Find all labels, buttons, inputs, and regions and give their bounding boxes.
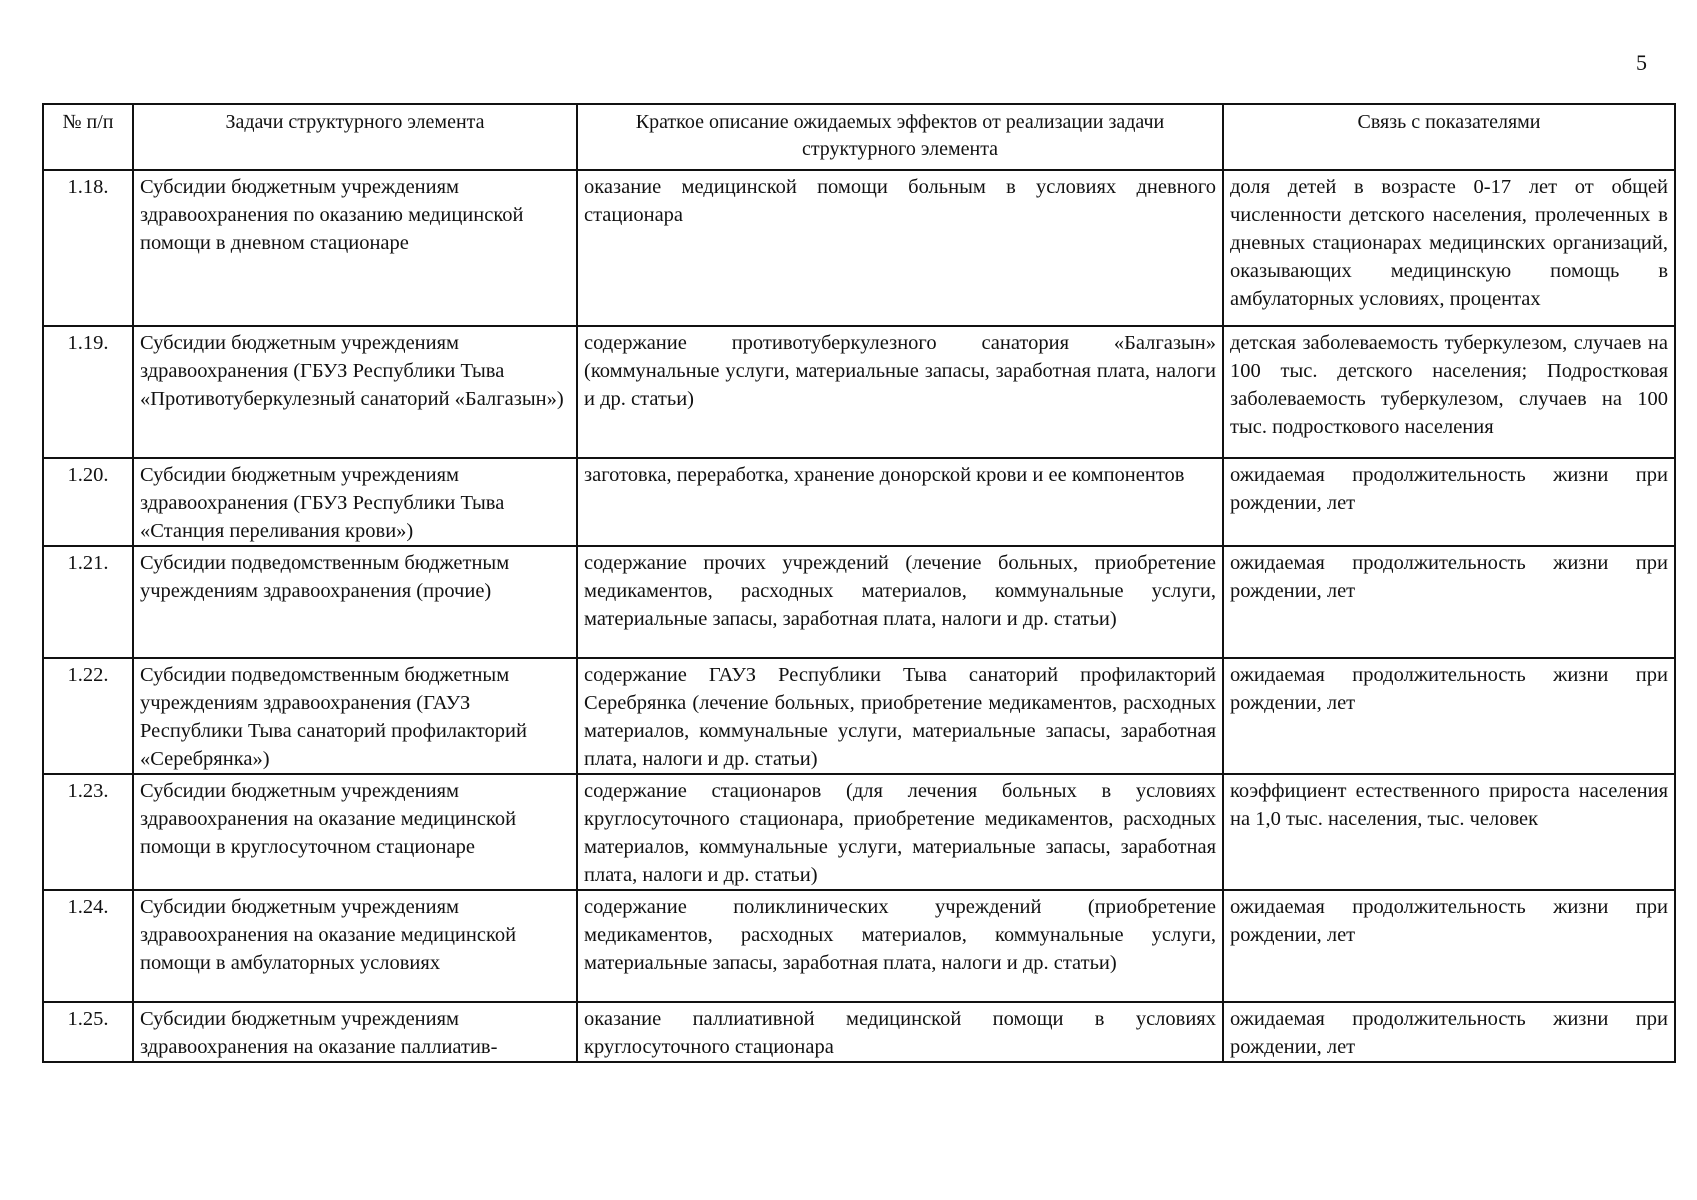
row-task: Субсидии бюджетным учреждениям здравоохранения на оказание медицинской помощи в круглосуточном стационаре: [133, 774, 577, 890]
page-number: 5: [1636, 50, 1647, 75]
header-number: № п/п: [43, 104, 133, 170]
row-link: ожидаемая продолжительность жизни при рождении, лет: [1223, 1002, 1675, 1062]
row-number: 1.24.: [43, 890, 133, 1002]
row-link: ожидаемая продолжительность жизни при рождении, лет: [1223, 890, 1675, 1002]
row-link: ожидаемая продолжительность жизни при рождении, лет: [1223, 458, 1675, 546]
row-task: Субсидии подведомственным бюджетным учреждениям здравоохранения (прочие): [133, 546, 577, 658]
row-task: Субсидии подведомственным бюджетным учреждениям здравоохранения (ГАУЗ Республики Тыва санаторий профилакторий «Серебрянка»): [133, 658, 577, 774]
tasks-table: [42, 103, 1676, 1063]
table-header-row: [43, 104, 1675, 170]
table-row: [43, 890, 1675, 1002]
row-number: 1.25.: [43, 1002, 133, 1062]
row-task: Субсидии бюджетным учреждениям здравоохранения на оказание медицинской помощи в амбулаторных условиях: [133, 890, 577, 1002]
row-effect: содержание противотуберкулезного санатория «Балгазын» (коммунальные услуги, материальные запасы, заработная плата, налоги и др. статьи): [577, 326, 1223, 458]
table-row: [43, 774, 1675, 890]
row-link: детская заболеваемость туберкулезом, случаев на 100 тыс. детского населения; Подростковая заболеваемость туберкулезом, случаев на 100 тыс. подросткового населения: [1223, 326, 1675, 458]
row-task: Субсидии бюджетным учреждениям здравоохранения (ГБУЗ Республики Тыва «Станция переливания крови»): [133, 458, 577, 546]
row-number: 1.18.: [43, 170, 133, 326]
header-task: Задачи структурного элемента: [133, 104, 577, 170]
row-link: ожидаемая продолжительность жизни при рождении, лет: [1223, 546, 1675, 658]
row-number: 1.20.: [43, 458, 133, 546]
table-row: [43, 170, 1675, 326]
row-effect: содержание прочих учреждений (лечение больных, приобретение медикаментов, расходных материалов, коммунальные услуги, материальные запасы, заработная плата, налоги и др. статьи): [577, 546, 1223, 658]
table-row: [43, 458, 1675, 546]
row-effect: содержание ГАУЗ Республики Тыва санаторий профилакторий Серебрянка (лечение больных, приобретение медикаментов, расходных материалов, коммунальные услуги, материальные запасы, заработная плата, налоги и др. статьи): [577, 658, 1223, 774]
row-link: доля детей в возрасте 0-17 лет от общей численности детского населения, пролеченных в дневных стационарах медицинских организаций, оказывающих медицинскую помощь в амбулаторных условиях, процентах: [1223, 170, 1675, 326]
row-number: 1.21.: [43, 546, 133, 658]
row-number: 1.19.: [43, 326, 133, 458]
table-row: [43, 326, 1675, 458]
table-row: [43, 1002, 1675, 1062]
row-task: Субсидии бюджетным учреждениям здравоохранения на оказание паллиатив-: [133, 1002, 577, 1062]
header-effect: Краткое описание ожидаемых эффектов от реализации задачи структурного элемента: [577, 104, 1223, 170]
header-link: Связь с показателями: [1223, 104, 1675, 170]
row-effect: оказание медицинской помощи больным в условиях дневного стационара: [577, 170, 1223, 326]
table-row: [43, 658, 1675, 774]
row-number: 1.23.: [43, 774, 133, 890]
row-link: ожидаемая продолжительность жизни при рождении, лет: [1223, 658, 1675, 774]
row-effect: оказание паллиативной медицинской помощи в условиях круглосуточного стационара: [577, 1002, 1223, 1062]
row-number: 1.22.: [43, 658, 133, 774]
row-task: Субсидии бюджетным учреждениям здравоохранения по оказанию медицинской помощи в дневном стационаре: [133, 170, 577, 326]
table-row: [43, 546, 1675, 658]
row-link: коэффициент естественного прироста населения на 1,0 тыс. населения, тыс. человек: [1223, 774, 1675, 890]
row-effect: содержание стационаров (для лечения больных в условиях круглосуточного стационара, приобретение медикаментов, расходных материалов, коммунальные услуги, материальные запасы, заработная плата, налоги и др. статьи): [577, 774, 1223, 890]
row-effect: содержание поликлинических учреждений (приобретение медикаментов, расходных материалов, коммунальные услуги, материальные запасы, заработная плата, налоги и др. статьи): [577, 890, 1223, 1002]
row-task: Субсидии бюджетным учреждениям здравоохранения (ГБУЗ Республики Тыва «Противотуберкулезный санаторий «Балгазын»): [133, 326, 577, 458]
row-effect: заготовка, переработка, хранение донорской крови и ее компонентов: [577, 458, 1223, 546]
